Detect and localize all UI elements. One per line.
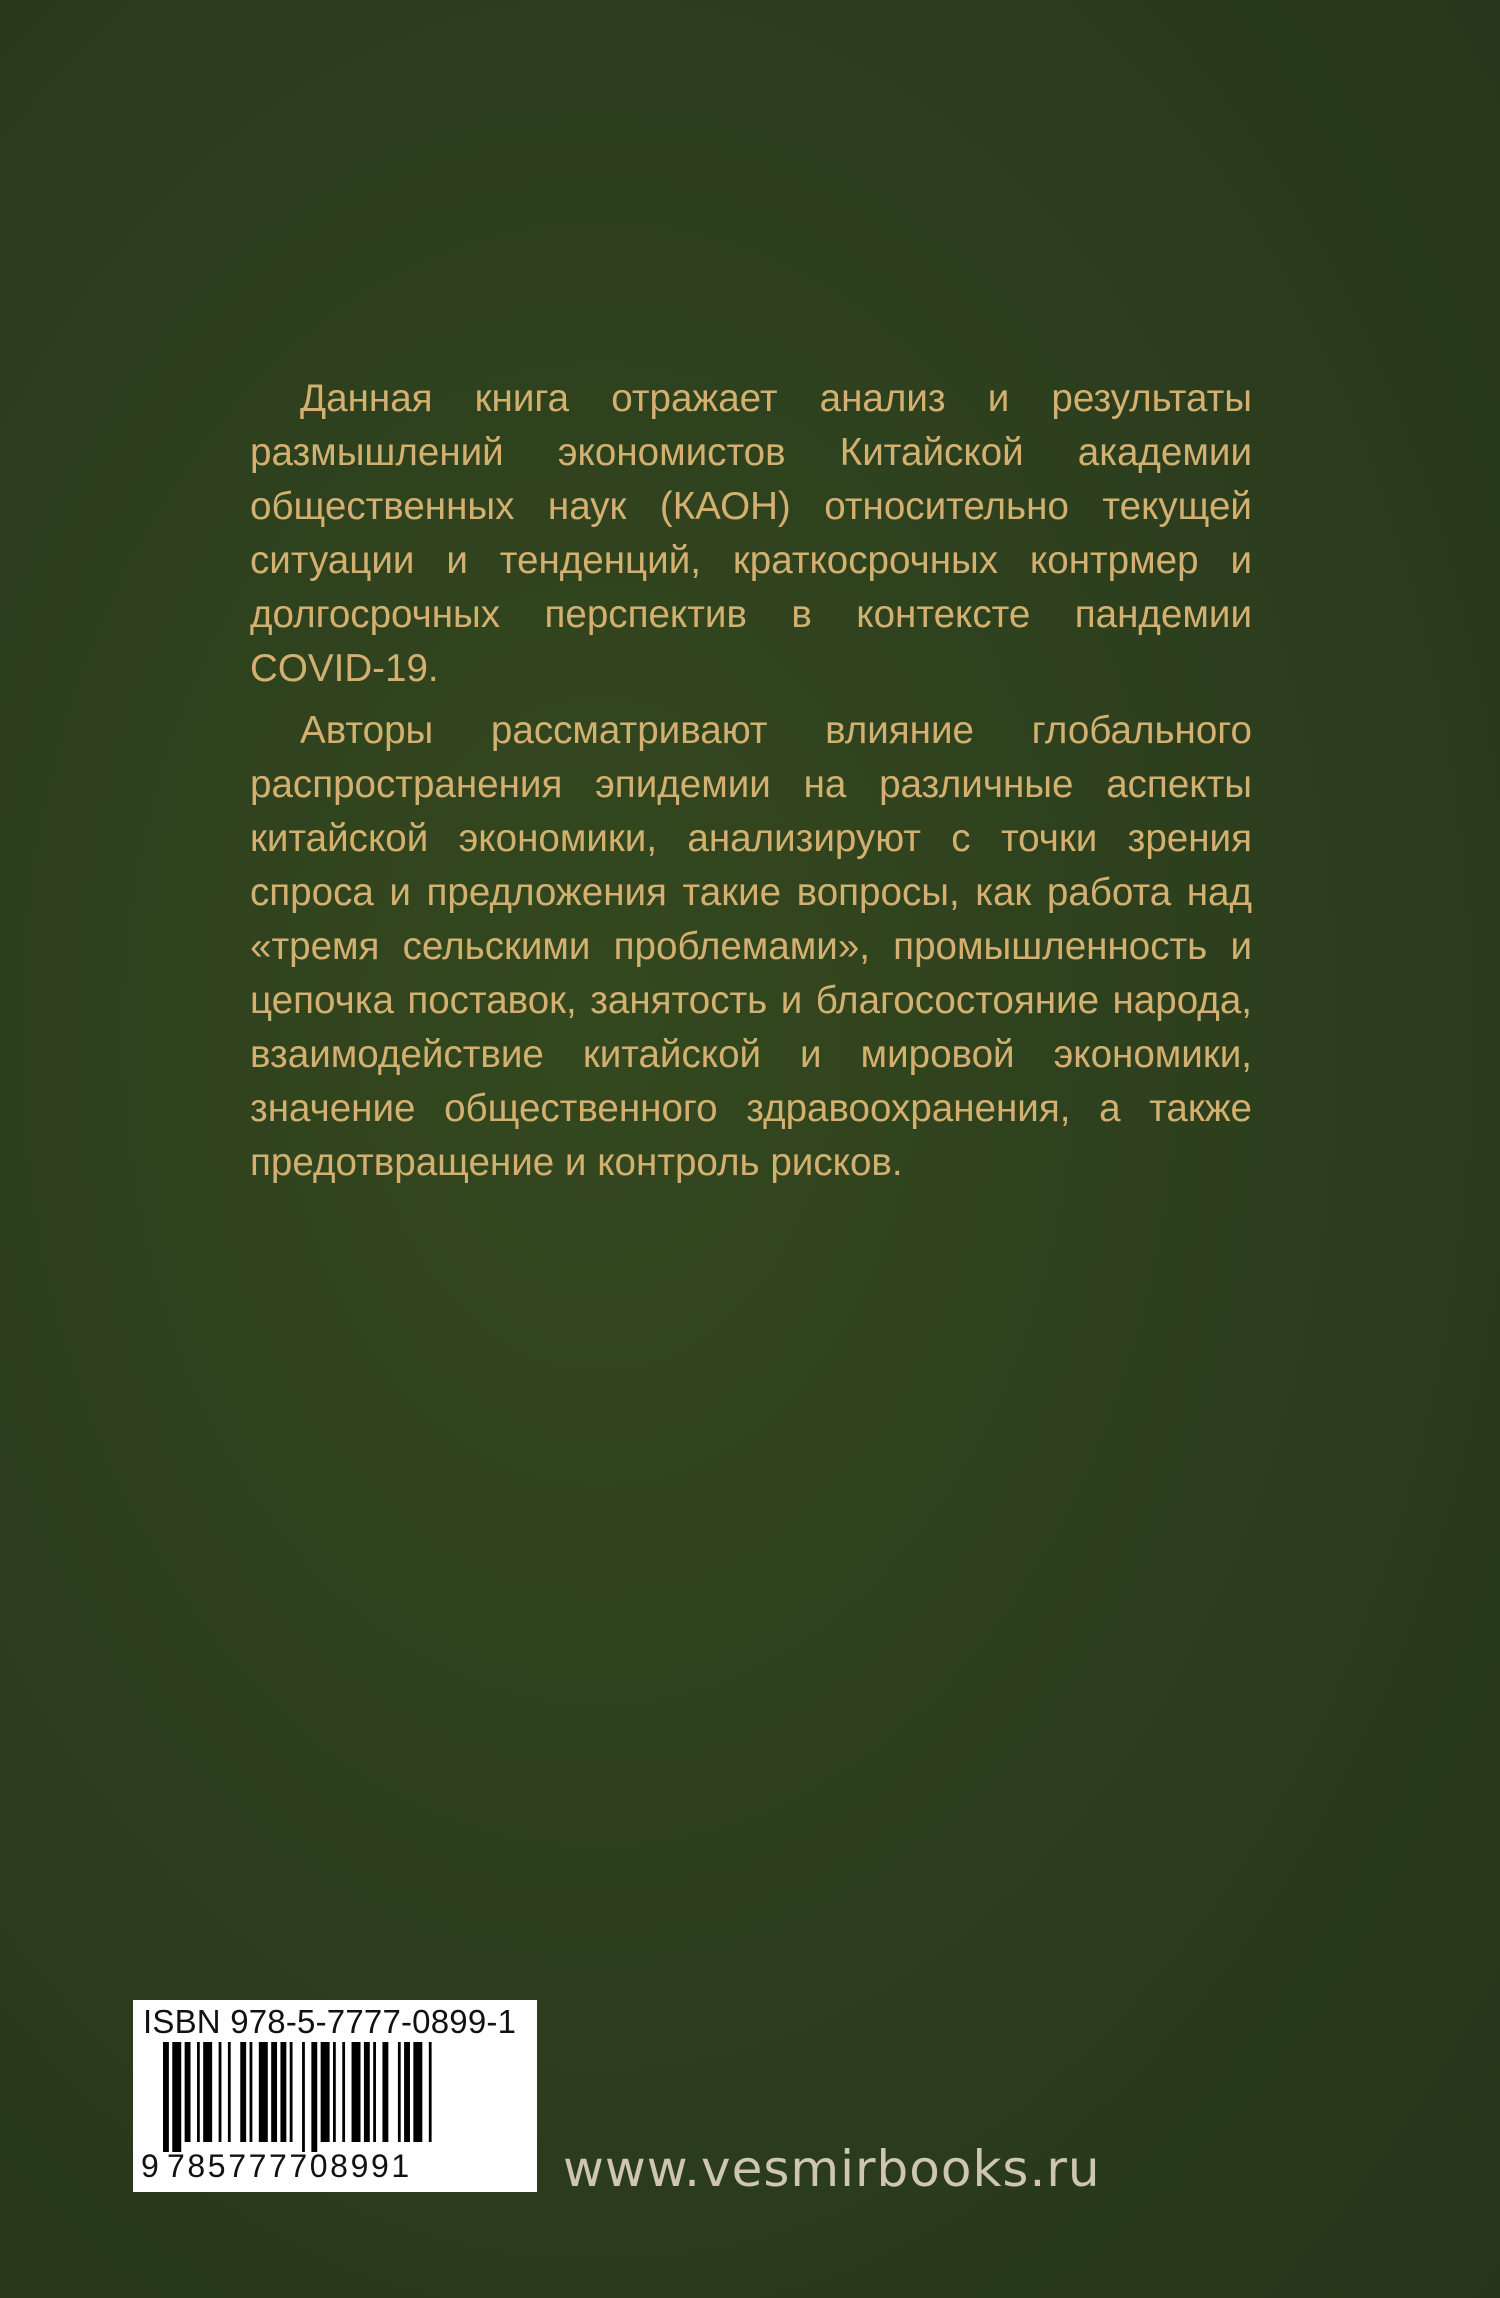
barcode-digits: 785777708991	[167, 2148, 412, 2184]
barcode-bar	[333, 2042, 336, 2142]
barcode-bar	[311, 2042, 317, 2152]
barcode-bar	[228, 2042, 231, 2142]
barcode-bar	[290, 2042, 293, 2142]
publisher-website: www.vesmirbooks.ru	[563, 2140, 1101, 2198]
barcode-bar	[203, 2042, 212, 2142]
barcode-bar	[352, 2042, 361, 2142]
barcode-bar	[280, 2042, 286, 2142]
barcode-bar	[219, 2042, 222, 2142]
barcode-bar	[163, 2042, 169, 2152]
barcode-bar	[342, 2042, 345, 2142]
barcode-bar	[240, 2042, 246, 2142]
barcode-bar	[271, 2042, 277, 2142]
blurb-text	[250, 372, 1252, 1190]
barcode-bar	[413, 2042, 422, 2142]
blurb-paragraph-1: Данная книга отражает анализ и результаты размышлений экономистов Китайской академии общественных наук (КАОН) относительно текущей ситуации и тенденций, краткосрочных контрмер и долгосрочных перспектив в контексте пандемии COVID-19.	[250, 377, 1252, 690]
barcode-bar	[404, 2042, 410, 2142]
barcode-bar	[250, 2042, 253, 2142]
barcode-bar	[321, 2042, 330, 2142]
barcode-bar	[364, 2042, 370, 2142]
barcode-bar	[373, 2042, 376, 2142]
barcode-bar	[382, 2042, 388, 2142]
barcode-bar	[197, 2042, 200, 2142]
barcode-bar	[302, 2042, 305, 2152]
barcode-bar	[398, 2042, 401, 2142]
barcode-first-digit: 9	[141, 2148, 159, 2184]
barcode-icon	[163, 2042, 503, 2152]
isbn-barcode-block	[133, 2000, 537, 2192]
blurb-paragraph-2: Авторы рассматривают влияние глобального распространения эпидемии на различные аспекты китайской экономики, анализируют с точки зрения спроса и предложения такие вопросы, как работа над «тремя сельскими проблемами», промышленность и цепочка поставок, занятость и благосостояние народа, взаимодействие китайской и мировой экономики, значение общественного здравоохранения, а также предотвращение и контроль рисков.	[250, 709, 1252, 1184]
barcode-bar	[172, 2042, 181, 2152]
barcode-bar	[259, 2042, 268, 2142]
barcode-bar	[429, 2042, 432, 2142]
barcode-bar	[185, 2042, 191, 2142]
isbn-label: ISBN 978-5-7777-0899-1	[143, 2003, 517, 2040]
